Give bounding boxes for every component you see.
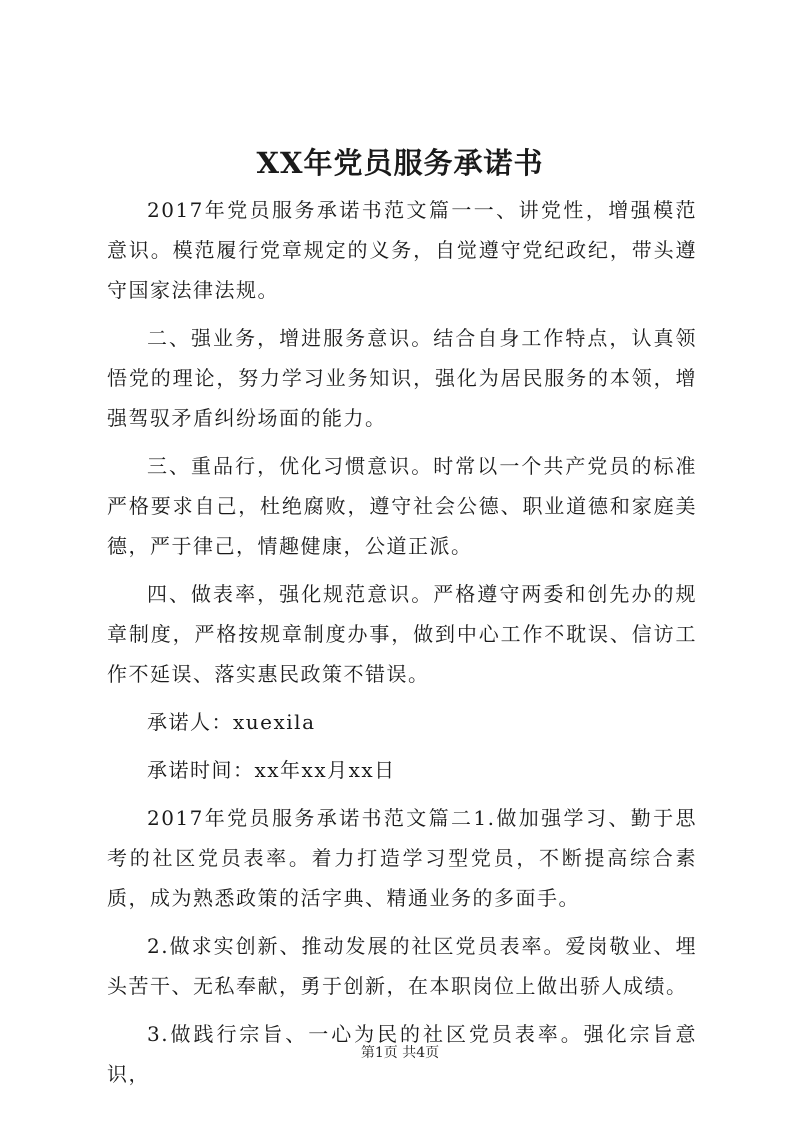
paragraph-1: 2017年党员服务承诺书范文篇一一、讲党性，增强模范意识。模范履行党章规定的义务，自觉遵守党纪政纪，带头遵守国家法律法规。 bbox=[107, 198, 697, 302]
paragraph-4: 四、做表率，强化规范意识。严格遵守两委和创先办的规章制度，严格按规章制度办事，做到中心工作不耽误、信访工作不延误、落实惠民政策不错误。 bbox=[107, 582, 697, 686]
paragraph-8: 2.做求实创新、推动发展的社区党员表率。爱岗敬业、埋头苦干、无私奉献，勇于创新，在本职岗位上做出骄人成绩。 bbox=[107, 934, 697, 998]
paragraph-2: 二、强业务，增进服务意识。结合自身工作特点，认真领悟党的理论，努力学习业务知识，强化为居民服务的本领，增强驾驭矛盾纠纷场面的能力。 bbox=[107, 326, 697, 430]
paragraph-3: 三、重品行，优化习惯意识。时常以一个共产党员的标准严格要求自己，杜绝腐败，遵守社会公德、职业道德和家庭美德，严于律己，情趣健康，公道正派。 bbox=[107, 454, 697, 558]
pledge-date-line: 承诺时间：xx年xx月xx日 bbox=[147, 758, 396, 782]
document-body bbox=[107, 190, 697, 1102]
pledger-line: 承诺人：xuexila bbox=[147, 710, 316, 734]
paragraph-7: 2017年党员服务承诺书范文篇二1.做加强学习、勤于思考的社区党员表率。着力打造学习型党员，不断提高综合素质，成为熟悉政策的活字典、精通业务的多面手。 bbox=[107, 806, 697, 910]
page-footer: 第1页 共4页 bbox=[360, 1045, 440, 1061]
paragraph-9: 3.做践行宗旨、一心为民的社区党员表率。强化宗旨意识， bbox=[107, 1022, 697, 1086]
document-title: XX年党员服务承诺书 bbox=[256, 146, 544, 180]
